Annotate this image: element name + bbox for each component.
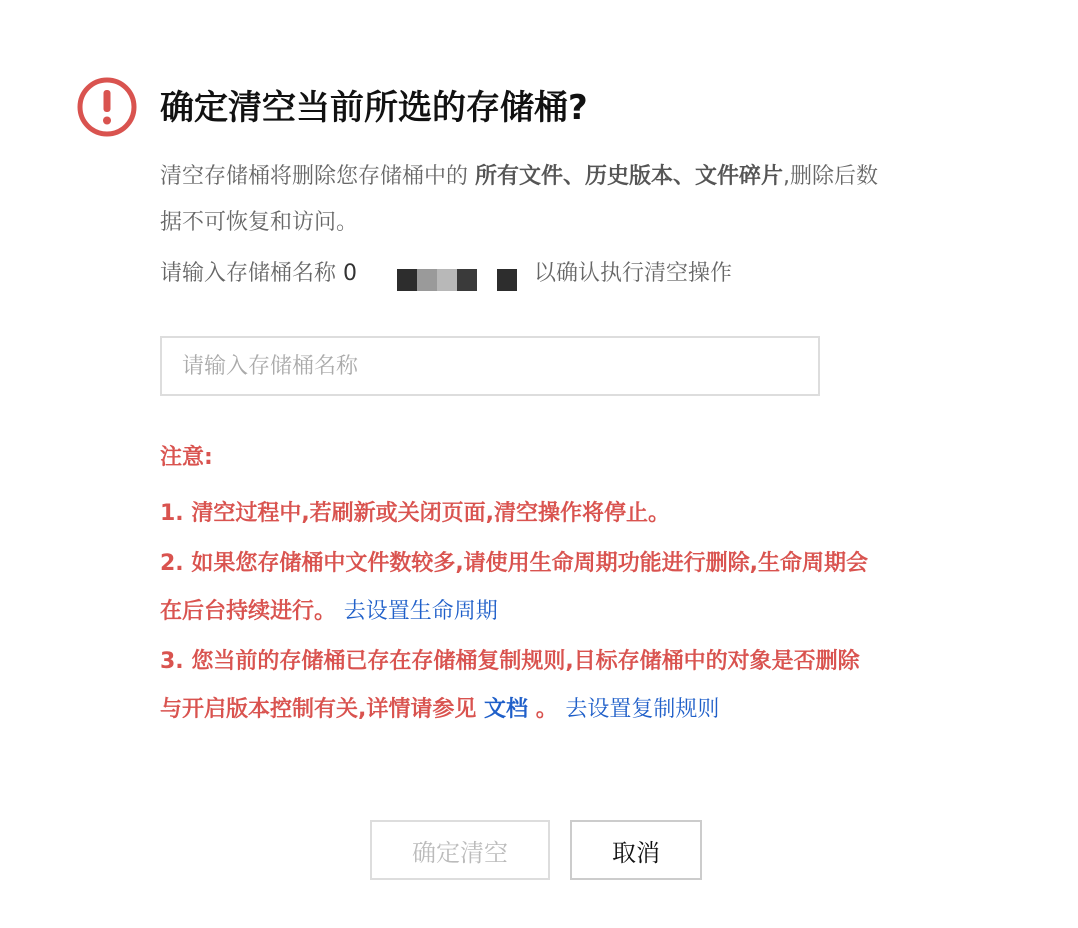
cancel-button[interactable]: 取消 [570,820,702,880]
confirm-clear-button[interactable]: 确定清空 [370,820,550,880]
warning-icon [76,76,138,138]
note-item-3 [160,638,880,734]
bucket-name [343,252,527,296]
confirm-prompt-after: 以确认执行清空操作 [534,261,733,286]
dialog-title: 确定清空当前所选的存储桶? [160,88,588,128]
replication-settings-link[interactable]: 去设置复制规则 [565,697,720,722]
notes-section [160,436,880,736]
confirm-prompt-before: 请输入存储桶名称 [160,261,337,286]
bucket-name-redaction [377,263,517,285]
bucket-name-visible: 0 [343,261,358,286]
description-prefix: 清空存储桶将删除您存储桶中的 [160,164,475,189]
description-bold: 所有文件、历史版本、文件碎片 [475,164,784,189]
note-item-2-text: 2. 如果您存储桶中文件数较多,请使用生命周期功能进行删除,生命周期会在后台持续进行。 [160,551,869,624]
note-item-3-period: 。 [535,697,558,722]
description-suffix: ,删除后数据不可恢复和访问。 [160,164,879,235]
note-item-3-text: 3. 您当前的存储桶已存在存储桶复制规则,目标存储桶中的对象是否删除与开启版本控制有关,详情请参见 [160,649,860,722]
notes-heading: 注意: [160,445,213,470]
lifecycle-settings-link[interactable]: 去设置生命周期 [343,599,498,624]
documentation-link[interactable]: 文档 [484,697,529,722]
note-item-2 [160,540,880,636]
bucket-name-input[interactable] [160,336,820,396]
note-item-1: 1. 清空过程中,若刷新或关闭页面,清空操作将停止。 [160,501,671,526]
dialog-description [160,154,880,246]
confirm-prompt [160,252,732,296]
